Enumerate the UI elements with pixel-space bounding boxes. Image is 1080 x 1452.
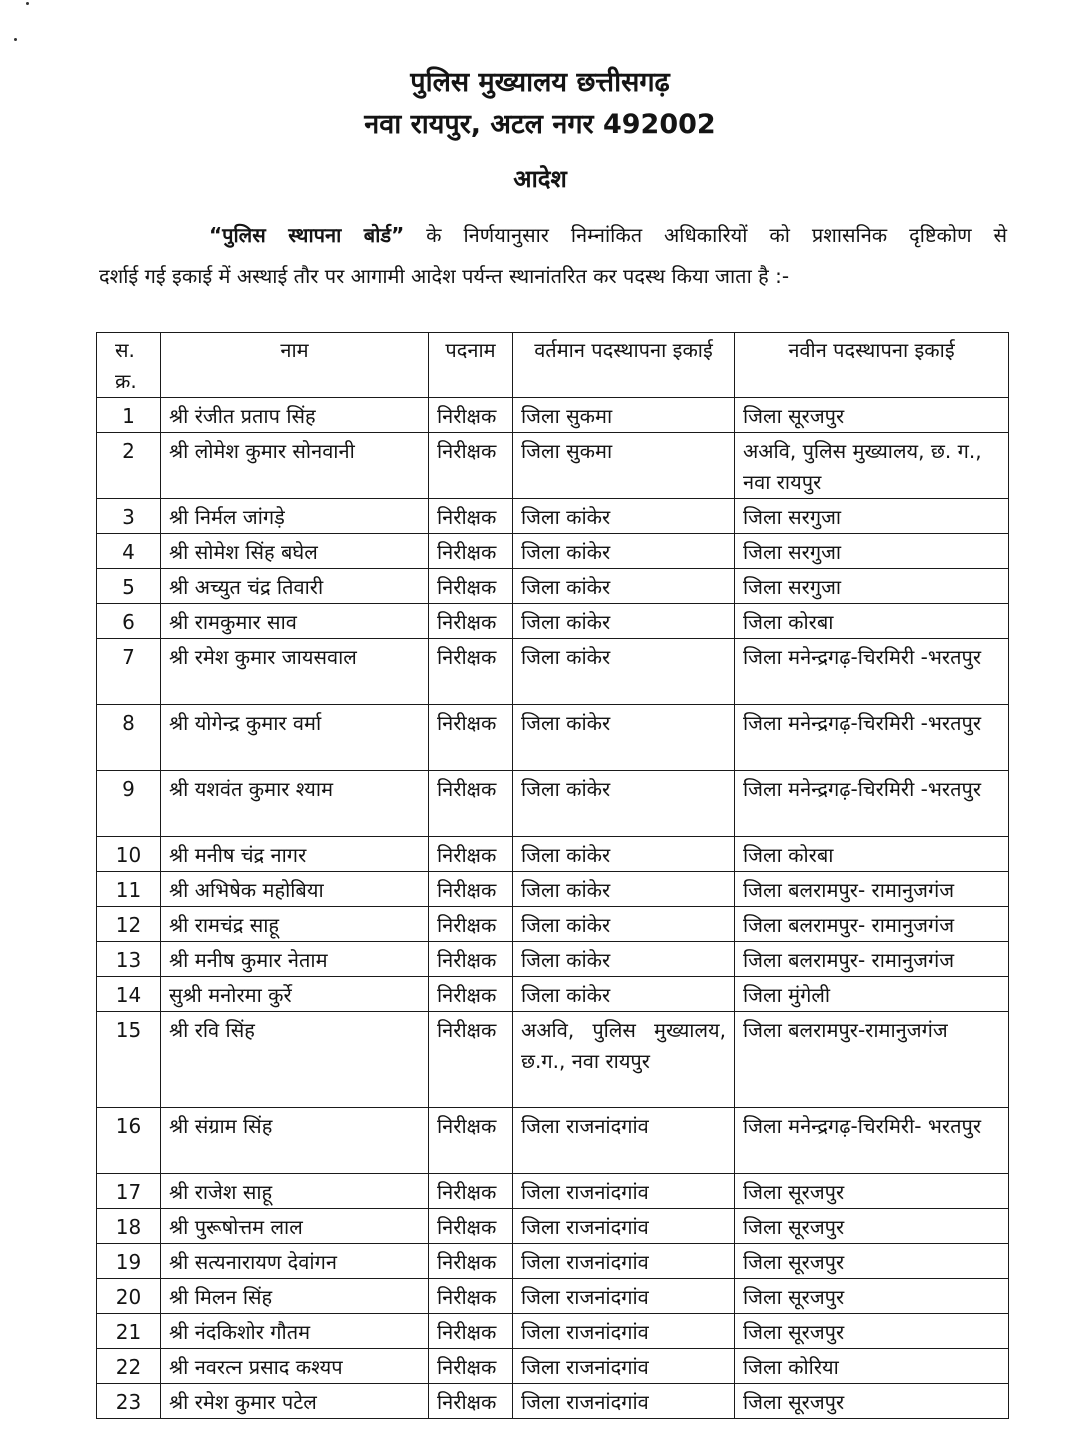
cell-current-unit: जिला राजनांदगांव	[513, 1244, 735, 1279]
table-row	[97, 1244, 1009, 1279]
scan-dot-mark	[26, 2, 29, 5]
table-row	[97, 604, 1009, 639]
table-row	[97, 639, 1009, 705]
cell-name: श्री पुरूषोत्तम लाल	[161, 1209, 429, 1244]
cell-new-unit: जिला मनेन्द्रगढ़-चिरमिरी- भरतपुर	[735, 1108, 1009, 1174]
header-new-unit: नवीन पदस्थापना इकाई	[735, 333, 1009, 398]
cell-serial-number: 11	[97, 872, 161, 907]
cell-serial-number: 5	[97, 569, 161, 604]
cell-serial-number: 23	[97, 1384, 161, 1419]
cell-new-unit: जिला सूरजपुर	[735, 1209, 1009, 1244]
cell-name: श्री रामचंद्र साहू	[161, 907, 429, 942]
cell-current-unit: जिला कांकेर	[513, 534, 735, 569]
cell-current-unit: जिला कांकेर	[513, 872, 735, 907]
transfer-table	[96, 332, 1009, 1419]
cell-serial-number: 10	[97, 837, 161, 872]
cell-designation: निरीक्षक	[429, 977, 513, 1012]
cell-new-unit: जिला बलरामपुर- रामानुजगंज	[735, 872, 1009, 907]
cell-designation: निरीक्षक	[429, 398, 513, 433]
header-serial-number: स. क्र.	[97, 333, 161, 398]
cell-serial-number: 19	[97, 1244, 161, 1279]
cell-serial-number: 18	[97, 1209, 161, 1244]
table-row	[97, 771, 1009, 837]
cell-designation: निरीक्षक	[429, 1314, 513, 1349]
cell-designation: निरीक्षक	[429, 837, 513, 872]
cell-designation: निरीक्षक	[429, 1209, 513, 1244]
cell-designation: निरीक्षक	[429, 534, 513, 569]
cell-name: सुश्री मनोरमा कुर्रे	[161, 977, 429, 1012]
cell-new-unit: अअवि, पुलिस मुख्यालय, छ. ग., नवा रायपुर	[735, 433, 1009, 499]
cell-name: श्री योगेन्द्र कुमार वर्मा	[161, 705, 429, 771]
cell-designation: निरीक्षक	[429, 433, 513, 499]
cell-current-unit: जिला राजनांदगांव	[513, 1279, 735, 1314]
cell-designation: निरीक्षक	[429, 907, 513, 942]
cell-designation: निरीक्षक	[429, 1279, 513, 1314]
cell-designation: निरीक्षक	[429, 1174, 513, 1209]
headquarters-address: नवा रायपुर, अटल नगर 492002	[364, 109, 716, 140]
table-row	[97, 1174, 1009, 1209]
cell-name: श्री यशवंत कुमार श्याम	[161, 771, 429, 837]
cell-new-unit: जिला कोरिया	[735, 1349, 1009, 1384]
table-row	[97, 1209, 1009, 1244]
cell-new-unit: जिला मनेन्द्रगढ़-चिरमिरी -भरतपुर	[735, 705, 1009, 771]
table-row	[97, 1384, 1009, 1419]
cell-current-unit: जिला सुकमा	[513, 433, 735, 499]
cell-serial-number: 9	[97, 771, 161, 837]
cell-designation: निरीक्षक	[429, 604, 513, 639]
cell-designation: निरीक्षक	[429, 1384, 513, 1419]
cell-serial-number: 1	[97, 398, 161, 433]
cell-name: श्री सोमेश सिंह बघेल	[161, 534, 429, 569]
cell-serial-number: 6	[97, 604, 161, 639]
cell-designation: निरीक्षक	[429, 942, 513, 977]
intro-paragraph-line2: दर्शाई गई इकाई में अस्थाई तौर पर आगामी आदेश पर्यन्त स्थानांतरित कर पदस्थ किया जाता है :-	[99, 264, 790, 288]
cell-new-unit: जिला सूरजपुर	[735, 1384, 1009, 1419]
cell-new-unit: जिला सूरजपुर	[735, 1174, 1009, 1209]
cell-designation: निरीक्षक	[429, 499, 513, 534]
scan-dot-mark	[14, 38, 17, 41]
cell-current-unit: जिला कांकेर	[513, 569, 735, 604]
cell-name: श्री मिलन सिंह	[161, 1279, 429, 1314]
cell-name: श्री निर्मल जांगड़े	[161, 499, 429, 534]
table-row	[97, 398, 1009, 433]
cell-name: श्री नंदकिशोर गौतम	[161, 1314, 429, 1349]
table-row	[97, 942, 1009, 977]
board-name: “पुलिस स्थापना बोर्ड”	[209, 223, 405, 247]
cell-current-unit: जिला राजनांदगांव	[513, 1174, 735, 1209]
table-row	[97, 1108, 1009, 1174]
intro-text: के निर्णयानुसार निम्नांकित अधिकारियों को प्रशासनिक दृष्टिकोण से	[426, 223, 1007, 247]
cell-serial-number: 12	[97, 907, 161, 942]
cell-current-unit: जिला कांकेर	[513, 977, 735, 1012]
table-row	[97, 977, 1009, 1012]
cell-serial-number: 22	[97, 1349, 161, 1384]
cell-new-unit: जिला सूरजपुर	[735, 398, 1009, 433]
cell-name: श्री सत्यनारायण देवांगन	[161, 1244, 429, 1279]
cell-current-unit: जिला कांकेर	[513, 942, 735, 977]
headquarters-name: पुलिस मुख्यालय छत्तीसगढ़	[410, 67, 670, 98]
cell-serial-number: 16	[97, 1108, 161, 1174]
cell-current-unit: जिला राजनांदगांव	[513, 1209, 735, 1244]
header-current-unit: वर्तमान पदस्थापना इकाई	[513, 333, 735, 398]
cell-designation: निरीक्षक	[429, 1244, 513, 1279]
cell-name: श्री मनीष चंद्र नागर	[161, 837, 429, 872]
cell-new-unit: जिला सरगुजा	[735, 499, 1009, 534]
cell-serial-number: 7	[97, 639, 161, 705]
cell-new-unit: जिला मनेन्द्रगढ़-चिरमिरी -भरतपुर	[735, 639, 1009, 705]
table-row	[97, 872, 1009, 907]
cell-current-unit: जिला कांकेर	[513, 771, 735, 837]
cell-name: श्री नवरत्न प्रसाद कश्यप	[161, 1349, 429, 1384]
cell-serial-number: 2	[97, 433, 161, 499]
cell-serial-number: 4	[97, 534, 161, 569]
cell-new-unit: जिला बलरामपुर-रामानुजगंज	[735, 1012, 1009, 1108]
cell-name: श्री रंजीत प्रताप सिंह	[161, 398, 429, 433]
cell-current-unit: जिला राजनांदगांव	[513, 1384, 735, 1419]
order-title: आदेश	[513, 165, 567, 193]
table-row	[97, 433, 1009, 499]
cell-serial-number: 15	[97, 1012, 161, 1108]
cell-new-unit: जिला बलरामपुर- रामानुजगंज	[735, 942, 1009, 977]
cell-name: श्री मनीष कुमार नेताम	[161, 942, 429, 977]
cell-serial-number: 3	[97, 499, 161, 534]
cell-name: श्री लोमेश कुमार सोनवानी	[161, 433, 429, 499]
cell-new-unit: जिला सरगुजा	[735, 569, 1009, 604]
cell-serial-number: 8	[97, 705, 161, 771]
cell-current-unit: जिला कांकेर	[513, 499, 735, 534]
table-row	[97, 1012, 1009, 1108]
cell-current-unit: जिला सुकमा	[513, 398, 735, 433]
table-row	[97, 1314, 1009, 1349]
table-body	[97, 398, 1009, 1419]
cell-designation: निरीक्षक	[429, 1012, 513, 1108]
cell-name: श्री अच्युत चंद्र तिवारी	[161, 569, 429, 604]
cell-designation: निरीक्षक	[429, 1108, 513, 1174]
cell-name: श्री रमेश कुमार पटेल	[161, 1384, 429, 1419]
cell-designation: निरीक्षक	[429, 771, 513, 837]
cell-new-unit: जिला मनेन्द्रगढ़-चिरमिरी -भरतपुर	[735, 771, 1009, 837]
header-name: नाम	[161, 333, 429, 398]
cell-new-unit: जिला सूरजपुर	[735, 1314, 1009, 1349]
cell-serial-number: 13	[97, 942, 161, 977]
cell-current-unit: जिला कांकेर	[513, 604, 735, 639]
cell-serial-number: 21	[97, 1314, 161, 1349]
table-row	[97, 907, 1009, 942]
cell-designation: निरीक्षक	[429, 569, 513, 604]
header-designation: पदनाम	[429, 333, 513, 398]
cell-new-unit: जिला बलरामपुर- रामानुजगंज	[735, 907, 1009, 942]
table-row	[97, 569, 1009, 604]
cell-name: श्री अभिषेक महोबिया	[161, 872, 429, 907]
cell-new-unit: जिला मुंगेली	[735, 977, 1009, 1012]
cell-name: श्री रामकुमार साव	[161, 604, 429, 639]
cell-current-unit: जिला कांकेर	[513, 907, 735, 942]
cell-current-unit: अअवि, पुलिस मुख्यालय, छ.ग., नवा रायपुर	[513, 1012, 735, 1108]
cell-new-unit: जिला कोरबा	[735, 604, 1009, 639]
cell-new-unit: जिला सूरजपुर	[735, 1244, 1009, 1279]
table-row	[97, 534, 1009, 569]
cell-current-unit: जिला कांकेर	[513, 705, 735, 771]
cell-designation: निरीक्षक	[429, 1349, 513, 1384]
cell-designation: निरीक्षक	[429, 639, 513, 705]
table-row	[97, 1279, 1009, 1314]
cell-serial-number: 14	[97, 977, 161, 1012]
cell-name: श्री रवि सिंह	[161, 1012, 429, 1108]
cell-serial-number: 17	[97, 1174, 161, 1209]
table-row	[97, 1349, 1009, 1384]
cell-current-unit: जिला राजनांदगांव	[513, 1314, 735, 1349]
cell-current-unit: जिला राजनांदगांव	[513, 1349, 735, 1384]
table-row	[97, 499, 1009, 534]
cell-new-unit: जिला सरगुजा	[735, 534, 1009, 569]
cell-new-unit: जिला सूरजपुर	[735, 1279, 1009, 1314]
cell-serial-number: 20	[97, 1279, 161, 1314]
cell-name: श्री रमेश कुमार जायसवाल	[161, 639, 429, 705]
cell-name: श्री राजेश साहू	[161, 1174, 429, 1209]
cell-current-unit: जिला राजनांदगांव	[513, 1108, 735, 1174]
cell-designation: निरीक्षक	[429, 872, 513, 907]
table-row	[97, 705, 1009, 771]
cell-current-unit: जिला कांकेर	[513, 639, 735, 705]
intro-paragraph-line1	[99, 221, 1007, 248]
cell-name: श्री संग्राम सिंह	[161, 1108, 429, 1174]
cell-new-unit: जिला कोरबा	[735, 837, 1009, 872]
cell-designation: निरीक्षक	[429, 705, 513, 771]
cell-current-unit: जिला कांकेर	[513, 837, 735, 872]
table-row	[97, 837, 1009, 872]
